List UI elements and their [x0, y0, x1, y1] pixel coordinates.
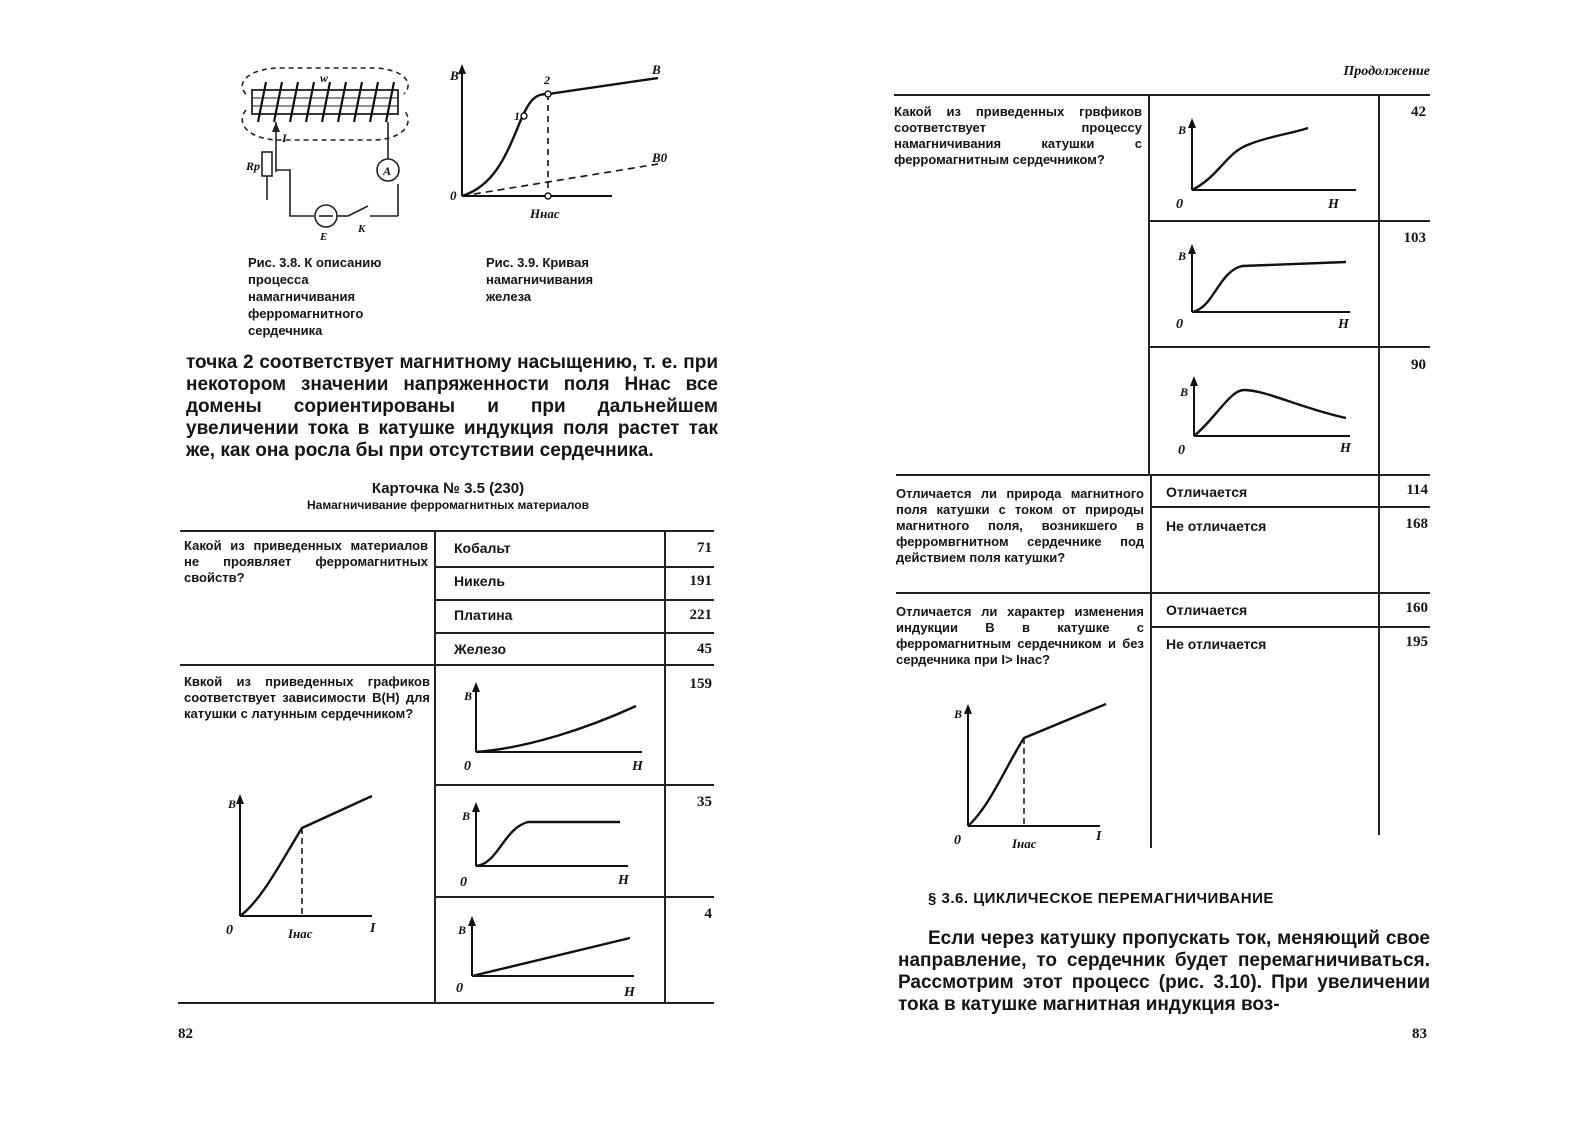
left-table-bottom-rule	[178, 1002, 714, 1004]
card-title: Карточка № 3.5 (230)	[371, 480, 525, 497]
q2-row-rule-1	[436, 784, 714, 786]
q1-answer-4[interactable]: Железо	[454, 641, 507, 657]
right-page-number: 83	[1412, 1026, 1427, 1042]
q3-option-graph-2[interactable]	[1170, 238, 1370, 338]
q1-answer-3[interactable]: Платина	[454, 607, 513, 623]
source-label: E	[320, 231, 328, 242]
q5-answer-1[interactable]: Отличается	[1166, 602, 1248, 618]
q5-code-2: 195	[1405, 634, 1428, 650]
q3-row-rule-2	[1150, 346, 1430, 348]
q1-code-3: 221	[689, 607, 712, 623]
q4-text: Отличается ли природа магнитного поля катушки с током от природы магнитного поля, возникшего в ферромвгнитном сердечнике под действием поля катушки?	[896, 486, 1144, 565]
g3-h-label: H	[624, 985, 635, 1000]
hnas-label: Hнас	[530, 206, 560, 221]
q5-reference-graph	[950, 700, 1120, 856]
left-page-number: 82	[178, 1026, 193, 1042]
q2-option-graph-1[interactable]	[448, 678, 648, 778]
q3-option-graph-3[interactable]	[1170, 370, 1370, 462]
section-heading: § 3.6. ЦИКЛИЧЕСКОЕ ПЕРЕМАГНИЧИВАНИЕ	[928, 890, 1274, 907]
rheostat-label: Rр	[246, 159, 261, 173]
q5-ref-inas: Iнас	[1012, 836, 1037, 851]
q3-row-rule-1	[1150, 220, 1430, 222]
ref-inas-label: Iнас	[288, 926, 313, 941]
q3-code-1: 42	[1411, 104, 1426, 120]
q1-code-2: 191	[689, 573, 712, 589]
r2-b-axis: B	[1178, 249, 1187, 263]
r1-h: H	[1328, 197, 1339, 212]
g2-b-label: B	[462, 809, 471, 823]
q2-option-graph-3[interactable]	[448, 912, 648, 1000]
r1-b-axis: B	[1178, 123, 1187, 137]
ref-i-label: I	[370, 921, 376, 936]
left-paragraph: точка 2 соответствует магнитному насыщению, т. е. при некотором значении напряженности поля Hнас все домены сориентированы и при дальнейшем увеличении тока в катушке индукция поля растет так же, как она росла бы при отсутствии сердечника.	[186, 352, 718, 461]
ref-b-label: B	[228, 797, 237, 811]
b-curve-label: B	[652, 62, 661, 77]
origin-label: 0	[450, 188, 457, 203]
q1-code-1: 71	[697, 540, 712, 556]
q4-row-rule	[1152, 506, 1430, 508]
figure-3-9-caption: Рис. 3.9. Кривая намагничивания железа	[486, 255, 594, 304]
q3-option-graph-1[interactable]	[1170, 112, 1370, 216]
figure-3-9-magnetization-curve	[444, 60, 674, 225]
q2-code-3: 4	[704, 906, 712, 922]
g1-h-label: H	[632, 759, 643, 774]
q5-code-1: 160	[1405, 600, 1428, 616]
r1-zero: 0	[1176, 197, 1183, 212]
q2-code-1: 159	[689, 676, 712, 692]
q4-answer-2[interactable]: Не отличается	[1166, 518, 1267, 534]
g2-zero-label: 0	[460, 875, 467, 890]
card-subtitle: Намагничивание ферромагнитных материалов	[307, 498, 589, 512]
q1-answer-2[interactable]: Никель	[454, 573, 506, 589]
q3-code-3: 90	[1411, 357, 1426, 373]
right-table-col1	[1148, 95, 1150, 475]
point-1-label: 1	[514, 109, 520, 123]
q2-code-2: 35	[697, 794, 712, 810]
winding-label: w	[320, 71, 329, 85]
g2-h-label: H	[618, 873, 629, 888]
left-table-q1-bottom-rule	[180, 664, 714, 666]
g3-zero-label: 0	[456, 981, 463, 996]
continuation-header: Продолжение	[1343, 64, 1430, 79]
q5-row-rule	[1152, 626, 1430, 628]
right-table-col1-lower	[1150, 474, 1152, 848]
right-table-top-rule	[894, 94, 1430, 96]
q1-text: Какой из приведенных материалов не проявляет ферромагнитных свойств?	[184, 538, 428, 585]
q4-code-1: 114	[1406, 482, 1428, 498]
q1-answer-1[interactable]: Кобальт	[454, 540, 511, 556]
q1-row-rule-1	[436, 566, 714, 568]
right-table-col2	[1378, 95, 1380, 835]
q5-answer-2[interactable]: Не отличается	[1166, 636, 1267, 652]
q2-text: Квкой из приведенных графиков соответствует зависимости B(H) для катушки с латунным сердечником?	[184, 674, 430, 721]
left-table-top-rule	[180, 530, 714, 532]
r2-zero: 0	[1176, 317, 1183, 332]
r3-h: H	[1340, 441, 1351, 456]
current-label: I	[282, 131, 287, 145]
q1-row-rule-3	[436, 632, 714, 634]
ammeter-label: A	[383, 164, 392, 178]
figure-3-8-caption: Рис. 3.8. К описанию процесса намагничивания ферромагнитного сердечника	[248, 255, 382, 338]
q5-text: Отличается ли характер изменения индукции B в катушке с ферромагнитным сердечником и без сердечника при I> Iнас?	[896, 604, 1144, 667]
q2-reference-graph	[222, 790, 392, 950]
r3-b-axis: B	[1180, 385, 1189, 399]
q5-ref-b: B	[954, 707, 963, 721]
b-axis-label: B	[450, 68, 459, 83]
g1-zero-label: 0	[464, 759, 471, 774]
left-table-col2	[664, 531, 666, 1003]
point-2-label: 2	[544, 73, 550, 87]
q3-code-2: 103	[1403, 230, 1426, 246]
g1-b-label: B	[464, 689, 473, 703]
q1-row-rule-2	[436, 599, 714, 601]
ref-zero-label: 0	[226, 923, 233, 938]
r2-h: H	[1338, 317, 1349, 332]
q2-row-rule-2	[436, 896, 714, 898]
q5-ref-i: I	[1096, 829, 1102, 844]
q3-text: Какой из приведенных грвфиков соответствует процессу намагничивания катушки с ферромагнитным сердечником?	[894, 104, 1142, 167]
left-table-col1	[434, 531, 436, 1003]
q2-option-graph-2[interactable]	[448, 798, 648, 894]
q1-code-4: 45	[697, 641, 712, 657]
q4-answer-1[interactable]: Отличается	[1166, 484, 1248, 500]
figure-3-8-coil-diagram	[236, 62, 416, 242]
r3-zero: 0	[1178, 443, 1185, 458]
q3-bottom-rule	[896, 474, 1430, 476]
g3-b-label: B	[458, 923, 467, 937]
b0-label: B0	[652, 150, 668, 165]
q4-code-2: 168	[1405, 516, 1428, 532]
switch-label: K	[358, 223, 366, 235]
q4-bottom-rule	[896, 592, 1430, 594]
q5-ref-zero: 0	[954, 833, 961, 848]
right-paragraph: Если через катушку пропускать ток, меняющий свое направление, то сердечник будет перемагничиваться. Рассмотрим этот процесс (рис. 3.10). При увеличении тока в катушке магнитная индукция воз-	[898, 928, 1430, 1015]
